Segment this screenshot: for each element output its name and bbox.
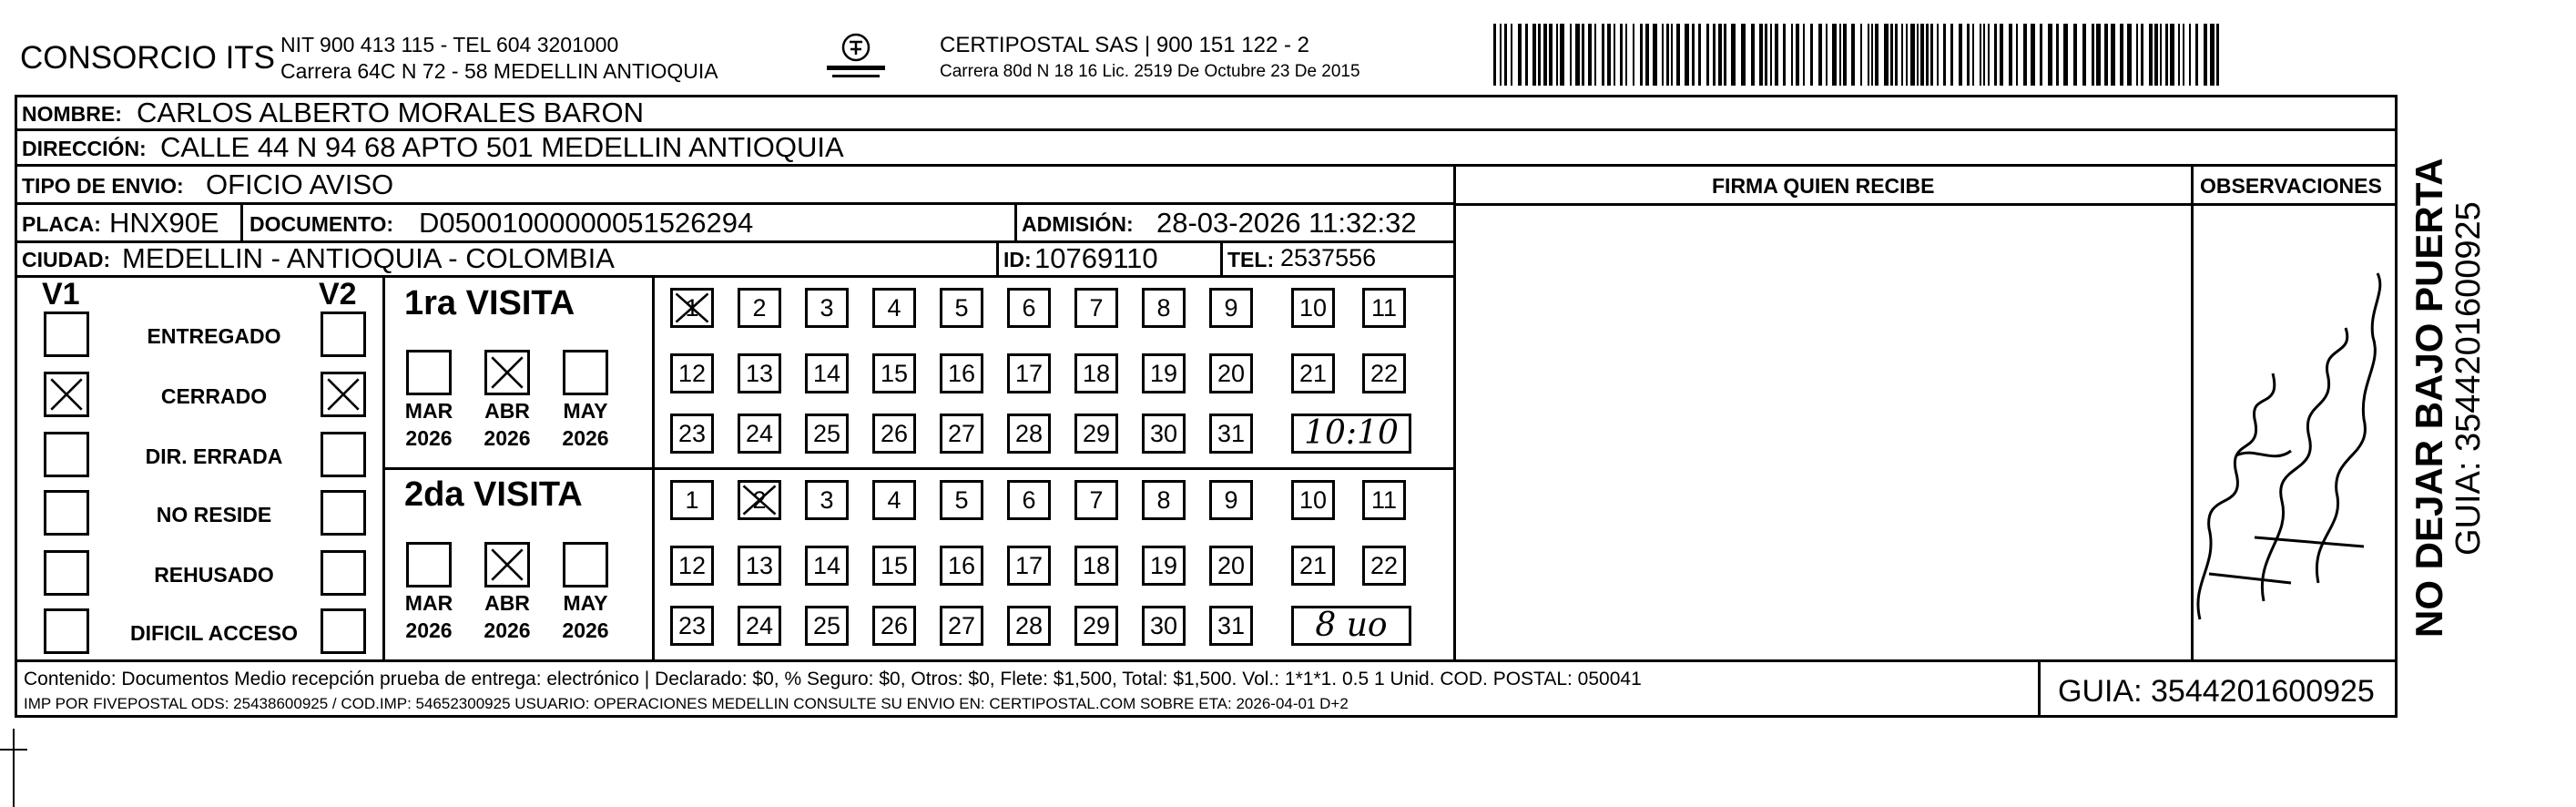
visit1-title: 1ra VISITA: [404, 284, 575, 322]
day-box[interactable]: 14: [805, 353, 849, 393]
certipostal-logo: [820, 31, 892, 84]
day-box[interactable]: 18: [1074, 546, 1118, 586]
plate-value: HNX90E: [109, 207, 219, 239]
recipient-name: CARLOS ALBERTO MORALES BARON: [137, 97, 645, 128]
month-label: ABR: [484, 591, 530, 615]
tel-value: 2537556: [1280, 244, 1377, 271]
day-box[interactable]: 18: [1074, 353, 1118, 393]
visit2-title: 2da VISITA: [404, 475, 583, 514]
footer-guide: GUIA: 3544201600925: [2058, 674, 2375, 709]
v1-checkbox[interactable]: [44, 490, 89, 536]
day-box[interactable]: 4: [872, 288, 916, 328]
type-label: TIPO DE ENVIO:: [22, 174, 184, 198]
side-warning: NO DEJAR BAJO PUERTA: [2408, 158, 2450, 638]
document-label: DOCUMENTO:: [249, 212, 394, 236]
day-box[interactable]: 31: [1209, 606, 1253, 646]
city-label: CIUDAD:: [22, 248, 111, 271]
day-box[interactable]: 12: [670, 353, 714, 393]
status-label: NO RESIDE: [156, 503, 272, 526]
v2-label: V2: [319, 277, 357, 312]
observations-header: OBSERVACIONES: [2200, 174, 2382, 198]
day-box[interactable]: 21: [1291, 546, 1335, 586]
day-box[interactable]: 17: [1007, 546, 1051, 586]
day-box[interactable]: 1: [670, 480, 714, 520]
month-checkbox[interactable]: [484, 542, 530, 587]
day-box[interactable]: 3: [805, 480, 849, 520]
day-box[interactable]: 10: [1291, 288, 1335, 328]
content-line: Contenido: Documentos Medio recepción prueba de entrega: electrónico | Declarado: $0, % Seguro: $0, Otros: $0, Flete: $1,500, Total: $1,500. Vol.: 1*1*1. 0.5 1 Unid. COD. POSTAL: 050041: [24, 669, 1642, 690]
day-box[interactable]: 23: [670, 606, 714, 646]
recipient-address: CALLE 44 N 94 68 APTO 501 MEDELLIN ANTIOQUIA: [160, 131, 844, 163]
day-box[interactable]: 28: [1007, 414, 1051, 454]
time-box[interactable]: 10:10: [1291, 414, 1411, 454]
status-label: DIFICIL ACCESO: [129, 621, 298, 645]
v1-checkbox[interactable]: [44, 372, 89, 417]
v1-checkbox[interactable]: [44, 608, 89, 654]
barcode: [1493, 24, 2222, 86]
day-box[interactable]: 27: [940, 606, 983, 646]
month-label: MAR: [404, 591, 453, 615]
name-label: NOMBRE:: [22, 102, 122, 126]
day-box[interactable]: 23: [670, 414, 714, 454]
v1-checkbox[interactable]: [44, 550, 89, 596]
day-box[interactable]: 2: [738, 288, 781, 328]
day-box[interactable]: 16: [940, 353, 983, 393]
day-box[interactable]: 6: [1007, 288, 1051, 328]
day-box[interactable]: 27: [940, 414, 983, 454]
carrier-name: CERTIPOSTAL SAS | 900 151 122 - 2: [940, 33, 1309, 57]
month-label: MAY: [563, 591, 608, 615]
month-label: ABR: [484, 399, 530, 423]
day-box[interactable]: 25: [805, 606, 849, 646]
day-box[interactable]: 10: [1291, 480, 1335, 520]
admission-value: 28-03-2026 11:32:32: [1156, 207, 1417, 239]
day-box[interactable]: 28: [1007, 606, 1051, 646]
v1-label: V1: [42, 277, 80, 312]
status-label: CERRADO: [160, 384, 268, 408]
day-box[interactable]: 7: [1074, 480, 1118, 520]
day-box[interactable]: 14: [805, 546, 849, 586]
day-number: 2: [752, 486, 767, 514]
day-box[interactable]: 5: [940, 480, 983, 520]
month-checkbox[interactable]: [406, 350, 452, 395]
day-box[interactable]: 30: [1142, 414, 1186, 454]
status-label: REHUSADO: [154, 563, 274, 587]
month-label: MAR: [404, 399, 453, 423]
day-box[interactable]: 20: [1209, 546, 1253, 586]
day-box[interactable]: 11: [1362, 288, 1406, 328]
v2-checkbox[interactable]: [321, 550, 366, 596]
day-box[interactable]: 9: [1209, 480, 1253, 520]
day-box[interactable]: 17: [1007, 353, 1051, 393]
day-box[interactable]: 29: [1074, 606, 1118, 646]
month-year: 2026: [562, 426, 609, 450]
day-box[interactable]: [738, 480, 781, 520]
day-box[interactable]: 6: [1007, 480, 1051, 520]
v2-checkbox[interactable]: [321, 490, 366, 536]
side-guide: GUIA: 3544201600925: [2449, 201, 2488, 556]
month-label: MAY: [563, 399, 608, 423]
day-box[interactable]: 12: [670, 546, 714, 586]
month-year: 2026: [484, 426, 531, 450]
address-label: DIRECCIÓN:: [22, 137, 147, 160]
company-nit: NIT 900 413 115 - TEL 604 3201000: [280, 33, 619, 56]
imp-line: IMP POR FIVEPOSTAL ODS: 25438600925 / COD.IMP: 54652300925 USUARIO: OPERACIONES MEDELLIN CONSULTE SU ENVIO EN: CERTIPOSTAL.COM SOBRE ETA: 2026-04-01 D+2: [24, 695, 1349, 712]
month-checkbox[interactable]: [563, 542, 608, 587]
day-box[interactable]: 24: [738, 414, 781, 454]
day-box[interactable]: 24: [738, 606, 781, 646]
month-year: 2026: [405, 618, 453, 642]
id-value: 10769110: [1034, 242, 1158, 274]
status-label: ENTREGADO: [147, 324, 281, 348]
time-box[interactable]: 8 uo: [1291, 606, 1411, 646]
day-box[interactable]: 4: [872, 480, 916, 520]
document-value: D05001000000051526294: [419, 207, 754, 239]
day-box[interactable]: [670, 288, 714, 328]
day-box[interactable]: 13: [738, 353, 781, 393]
day-box[interactable]: 31: [1209, 414, 1253, 454]
v1-checkbox[interactable]: [44, 312, 89, 357]
month-year: 2026: [562, 618, 609, 642]
status-label: DIR. ERRADA: [145, 444, 283, 468]
v1-checkbox[interactable]: [44, 432, 89, 477]
day-box[interactable]: 15: [872, 546, 916, 586]
handwritten-signature: [2182, 237, 2391, 638]
tel-label: TEL:: [1227, 248, 1275, 271]
company-name: CONSORCIO ITS: [20, 40, 276, 76]
day-box[interactable]: 26: [872, 606, 916, 646]
day-box[interactable]: 19: [1142, 353, 1186, 393]
shipment-type: OFICIO AVISO: [206, 169, 394, 200]
day-box[interactable]: 7: [1074, 288, 1118, 328]
day-box[interactable]: 5: [940, 288, 983, 328]
id-label: ID:: [1003, 248, 1032, 271]
city-value: MEDELLIN - ANTIOQUIA - COLOMBIA: [122, 242, 615, 274]
v2-checkbox[interactable]: [321, 432, 366, 477]
day-box[interactable]: 9: [1209, 288, 1253, 328]
company-address: Carrera 64C N 72 - 58 MEDELLIN ANTIOQUIA: [280, 59, 718, 83]
carrier-address: Carrera 80d N 18 16 Lic. 2519 De Octubre 23 De 2015: [940, 62, 1360, 81]
month-checkbox[interactable]: [563, 350, 608, 395]
day-box[interactable]: 26: [872, 414, 916, 454]
day-box[interactable]: 22: [1362, 353, 1406, 393]
day-box[interactable]: 21: [1291, 353, 1335, 393]
day-box[interactable]: 11: [1362, 480, 1406, 520]
day-box[interactable]: 3: [805, 288, 849, 328]
v2-checkbox[interactable]: [321, 608, 366, 654]
day-box[interactable]: 30: [1142, 606, 1186, 646]
day-box[interactable]: 22: [1362, 546, 1406, 586]
month-year: 2026: [484, 618, 531, 642]
admission-label: ADMISIÓN:: [1022, 212, 1134, 236]
day-number: 1: [685, 294, 699, 322]
day-box[interactable]: 13: [738, 546, 781, 586]
month-checkbox[interactable]: [484, 350, 530, 395]
day-box[interactable]: 29: [1074, 414, 1118, 454]
day-box[interactable]: 20: [1209, 353, 1253, 393]
signature-header: FIRMA QUIEN RECIBE: [1712, 174, 1935, 198]
plate-label: PLACA:: [22, 212, 101, 236]
day-box[interactable]: 25: [805, 414, 849, 454]
day-box[interactable]: 15: [872, 353, 916, 393]
day-box[interactable]: 16: [940, 546, 983, 586]
day-box[interactable]: 8: [1142, 288, 1186, 328]
month-year: 2026: [405, 426, 453, 450]
v2-checkbox[interactable]: [321, 312, 366, 357]
day-box[interactable]: 19: [1142, 546, 1186, 586]
v2-checkbox[interactable]: [321, 372, 366, 417]
day-box[interactable]: 8: [1142, 480, 1186, 520]
month-checkbox[interactable]: [406, 542, 452, 587]
